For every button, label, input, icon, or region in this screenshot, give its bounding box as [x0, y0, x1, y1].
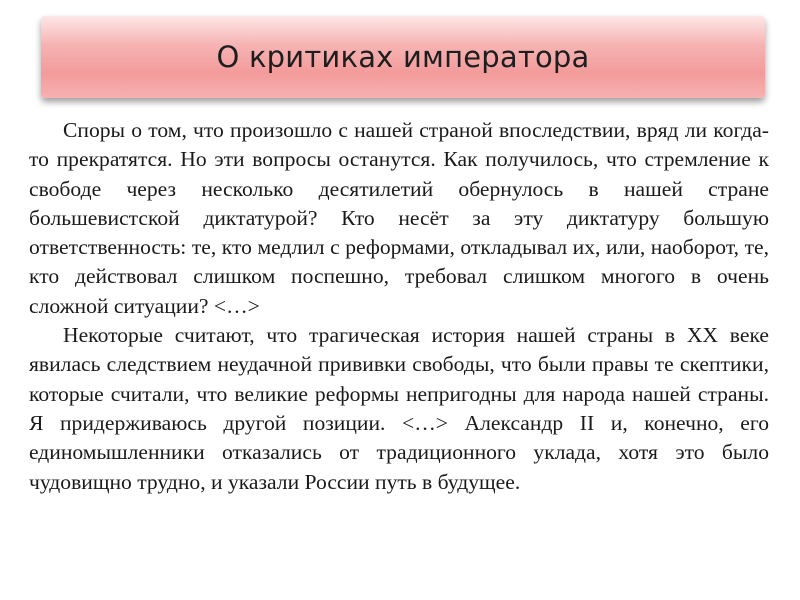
- paragraph-2: Некоторые считают, что трагическая история нашей страны в XX веке явилась следствием неудачной прививки свободы, что были правы те скептики, которые считали, что великие реформы непригодны для народа нашей страны. Я придерживаюсь другой позиции. <…> Александр II и, конечно, его единомышленники отказались от традиционного уклада, хотя это было чудовищно трудно, и указали России путь в будущее.: [29, 323, 769, 494]
- slide-body: [29, 116, 769, 497]
- title-banner: [41, 16, 765, 98]
- paragraph-1: Споры о том, что произошло с нашей страной впоследствии, вряд ли когда-то прекратятся. Но эти вопросы останутся. Как получилось, что стремление к свободе через несколько десятилетий обернулось в нашей стране большевистской диктатурой? Кто несёт за эту диктатуру большую ответственность: те, кто медлил с реформами, откладывал их, или, наоборот, те, кто действовал слишком поспешно, требовал слишком многого в очень сложной ситуации? <…>: [29, 118, 769, 318]
- slide-title: О критиках императора: [216, 40, 590, 74]
